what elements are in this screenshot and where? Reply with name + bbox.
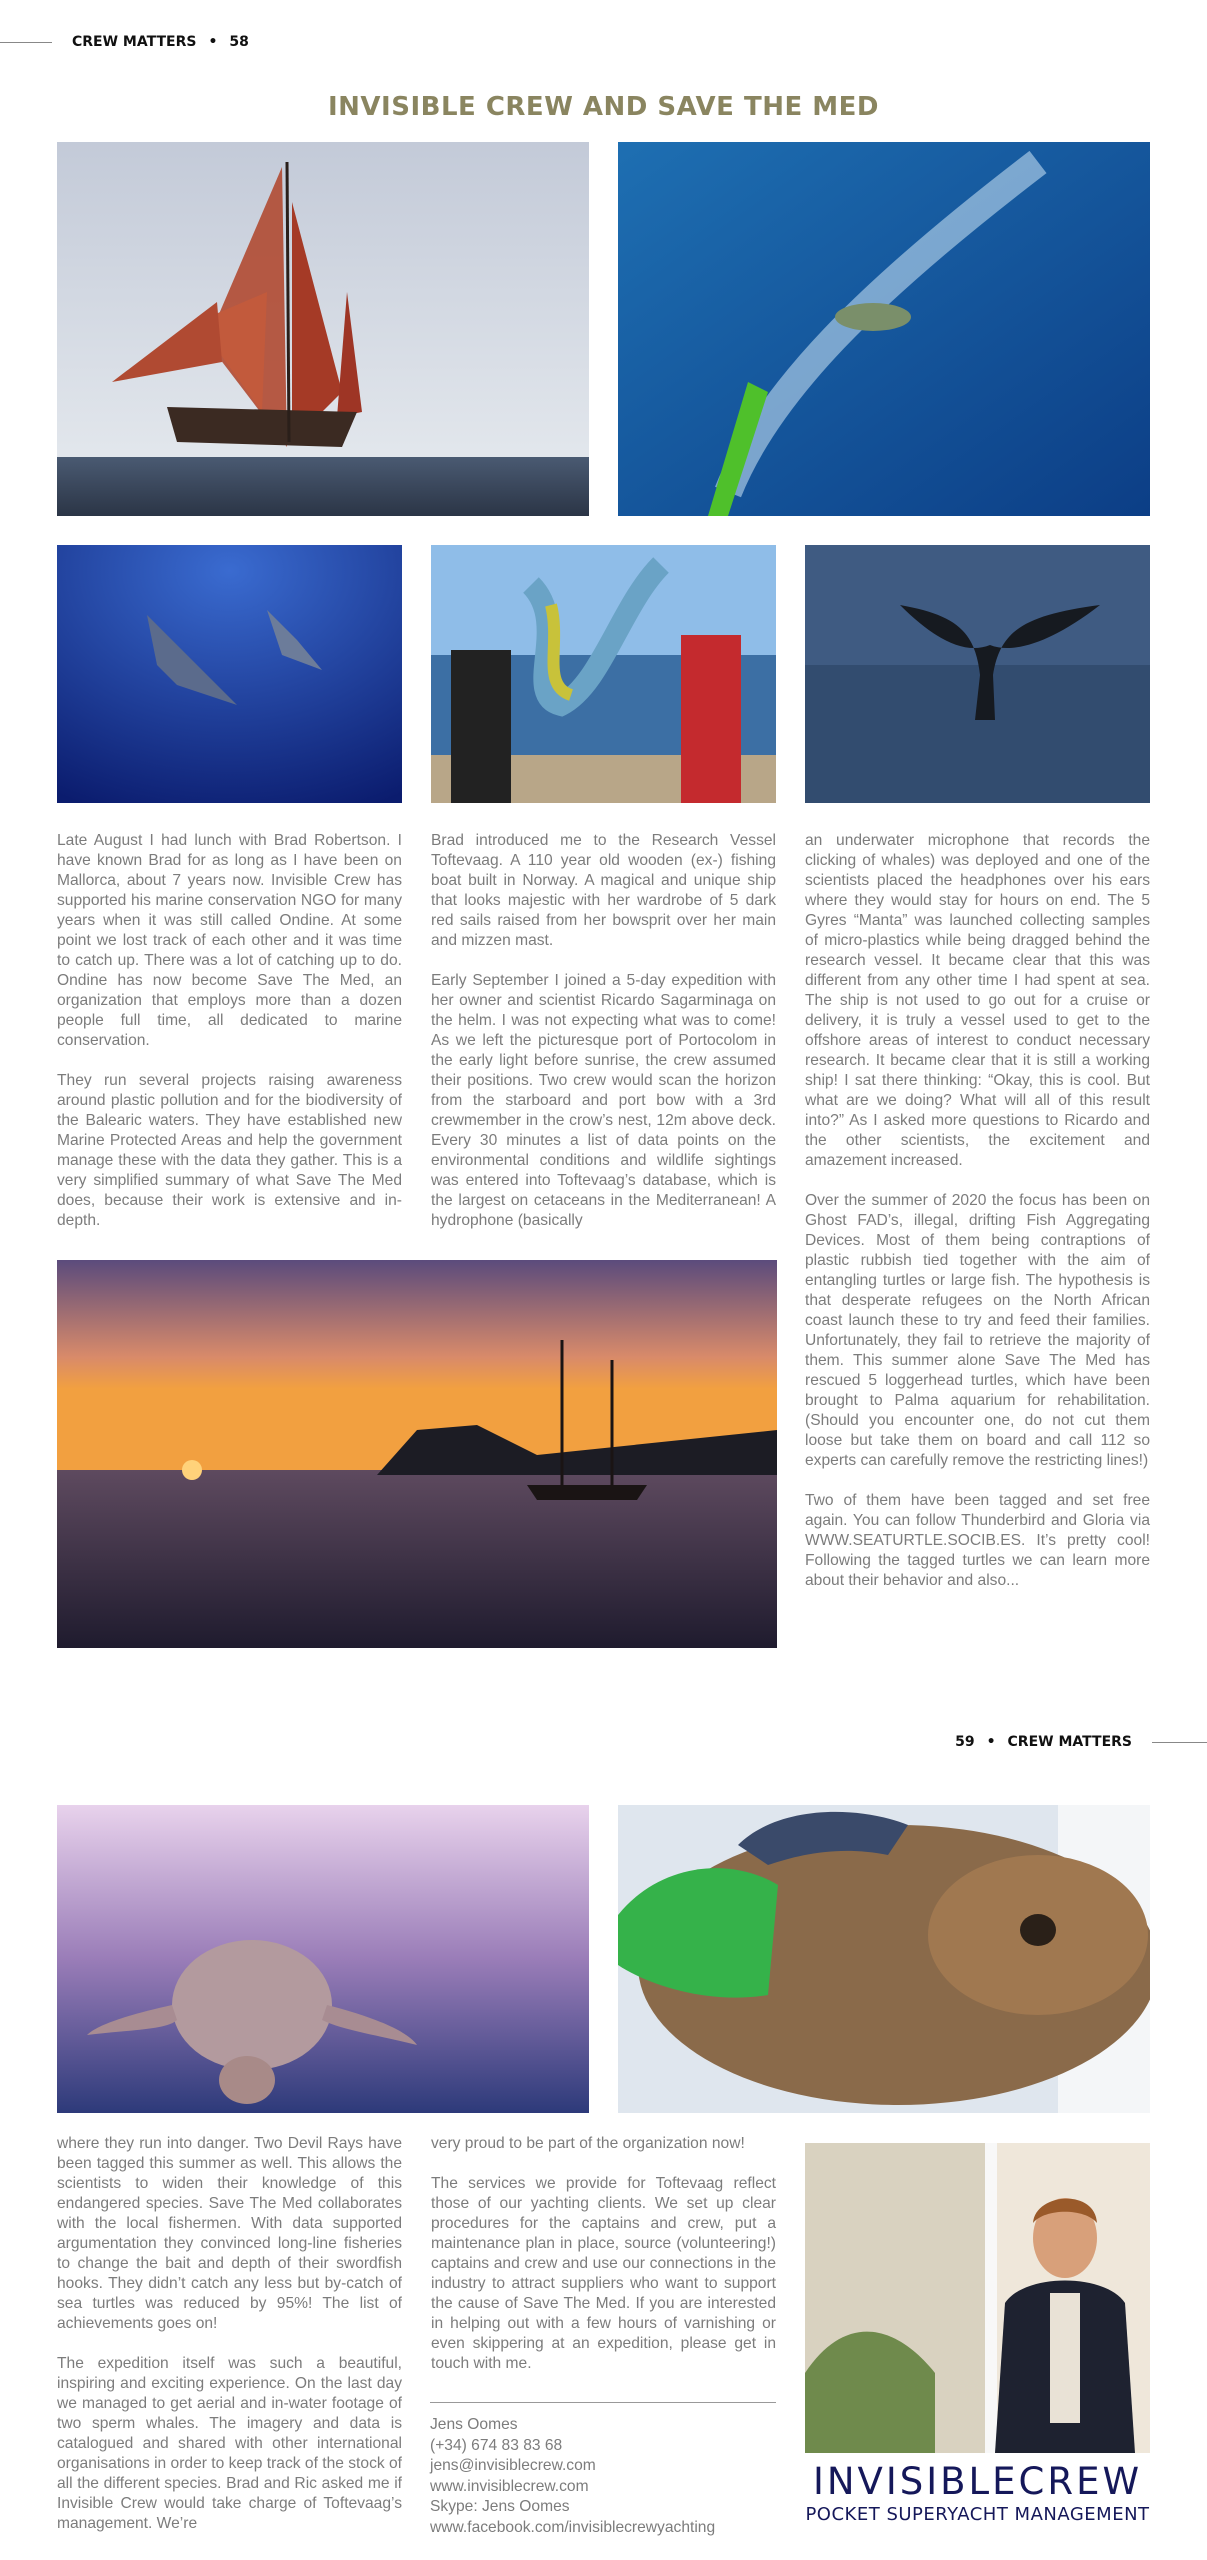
- photo-ghost-nets: [431, 545, 776, 803]
- paragraph: Early September I joined a 5-day expedition with her owner and scientist Ricardo Sagarminaga on the helm. I was not expecting what was to come! As we left the picturesque port of Portocolom in the early light before sunrise, the crew assumed their positions. Two crew would scan the horizon from the starboard and port bow with a 3rd crewmember in the crow’s nest, 12m above deck. Every 30 minutes a list of data points on the environmental conditions and wildlife sightings was entered into Toftevaag’s database, which is the largest on cetaceans in the Mediterranean! A hydrophone (basically: [431, 972, 776, 1229]
- article-column-2: [431, 831, 776, 1231]
- photo-whale-tail: [805, 545, 1150, 803]
- logo-name: INVISIBLECREW: [812, 2460, 1143, 2503]
- page-number: 58: [229, 34, 249, 50]
- article-column-4: [57, 2134, 402, 2534]
- page-header-top: [0, 34, 249, 50]
- paragraph: an underwater microphone that records the clicking of whales) was deployed and one of the scientists placed the headphones over his ears where they would stay for hours on end. The 5 Gyres “Manta” was launched collecting samples of micro-plastics while being dragged behind the research vessel. It became clear that this was different from any other time I had spent at sea. The ship is not used to go out for a cruise or delivery, it is truly a vessel used to get to the offshore areas of interest to conduct necessary research. It became clear that it is still a working ship! I sat there thinking: “Okay, this is cool. But what are we doing? What will all of this result into?” As I asked more questions to Ricardo and the other scientists, the excitement and amazement increased.: [805, 832, 1150, 1169]
- photo-sailing-ship: [57, 142, 589, 516]
- logo-tagline: POCKET SUPERYACHT MANAGEMENT: [805, 2504, 1150, 2525]
- article-column-5: [431, 2134, 776, 2374]
- contact-block: [430, 2402, 776, 2539]
- header-rule: [0, 42, 52, 43]
- paragraph: Brad introduced me to the Research Vessel Toftevaag. A 110 year old wooden (ex-) fishing boat built in Norway. A magical and unique ship that looks majestic with her wardrobe of 5 dark red sails raised from her bowsprit over her main and mizzen mast.: [431, 832, 776, 949]
- paragraph: Late August I had lunch with Brad Robertson. I have known Brad for as long as I have been on Mallorca, about 7 years now. Invisible Crew has supported his marine conservation NGO for many years when it was still called Ondine. At some point we lost track of each other and it was time to catch up. There was a lot of catching up to do. Ondine has now become Save The Med, an organization that employs more than a dozen people full time, all dedicated to marine conservation.: [57, 832, 402, 1049]
- paragraph: Over the summer of 2020 the focus has been on Ghost FAD’s, illegal, drifting Fish Aggregating Devices. Most of them being contraptions of plastic rubbish tied together with the aim of entangling turtles or large fish. The hypothesis is that desperate refugees on the North African coast launch these to try and feed their families. Unfortunately, they fail to retrieve the majority of them. This summer alone Save The Med has rescued 5 loggerhead turtles, which have been brought to Palma aquarium for rehabilitation. (Should you encounter one, do not cut them loose but take them on board and call 112 so experts can carefully remove the restricting lines!): [805, 1192, 1150, 1469]
- paragraph: where they run into danger. Two Devil Rays have been tagged this summer as well. This allows the scientists to widen their knowledge of this endangered species. Save The Med collaborates with the local fishermen. With data supported argumentation they convinced long-line fisheries to change the bait and depth of their swordfish hooks. They didn’t catch any less but by-catch of sea turtles was reduced by 95%! The list of achievements goes on!: [57, 2135, 402, 2332]
- photo-turtle-net: [618, 1805, 1150, 2113]
- contact-name: Jens Oomes: [430, 2416, 518, 2433]
- page-number: 59: [955, 1734, 975, 1750]
- photo-sunset-ship: [57, 1260, 777, 1648]
- header-rule: [1152, 1742, 1207, 1743]
- separator-dot: •: [986, 1734, 996, 1750]
- article-column-1: [57, 831, 402, 1231]
- page-header-bottom: [955, 1734, 1207, 1750]
- paragraph: very proud to be part of the organization now!: [431, 2135, 745, 2152]
- invisible-crew-logo: [805, 2462, 1150, 2526]
- photo-turtle-surface: [57, 1805, 589, 2113]
- contact-skype: Skype: Jens Oomes: [430, 2498, 570, 2516]
- photo-devil-rays: [57, 545, 402, 803]
- section-name: CREW MATTERS: [1007, 1734, 1132, 1750]
- article-title: INVISIBLE CREW AND SAVE THE MED: [328, 92, 879, 122]
- contact-email[interactable]: jens@invisiblecrew.com: [430, 2457, 596, 2475]
- contact-website[interactable]: www.invisiblecrew.com: [430, 2477, 589, 2495]
- photo-jens: [805, 2143, 1150, 2453]
- separator-dot: •: [208, 34, 218, 50]
- contact-facebook[interactable]: www.facebook.com/invisiblecrewyachting: [430, 2518, 716, 2536]
- paragraph: The services we provide for Toftevaag reflect those of our yachting clients. We set up clear procedures for the captains and crew, put a maintenance plan in place, source (volunteering!) captains and crew and use our connections in the industry to attract suppliers who want to support the cause of Save The Med. If you are interested in helping out with a few hours of varnishing or even skippering at an expedition, please get in touch with me.: [431, 2175, 776, 2372]
- photo-turtle-underwater: [618, 142, 1150, 516]
- paragraph: The expedition itself was such a beautiful, inspiring and exciting experience. On the last day we managed to get aerial and in-water footage of two sperm whales. The imagery and data is catalogued and shared with other international organisations in order to keep track of the stock of all the different species. Brad and Ric asked me if Invisible Crew would take charge of Toftevaag’s management. We’re: [57, 2355, 402, 2532]
- article-column-3: [805, 831, 1150, 1591]
- paragraph: Two of them have been tagged and set free again. You can follow Thunderbird and Gloria via WWW.SEATURTLE.SOCIB.ES. It’s pretty cool! Following the tagged turtles we can learn more about their behavior and also...: [805, 1492, 1150, 1589]
- paragraph: They run several projects raising awareness around plastic pollution and for the biodiversity of the Balearic waters. They have established new Marine Protected Areas and help the government manage these with the data they gather. This is a very simplified summary of what Save The Med does, because their work is extensive and in-depth.: [57, 1072, 402, 1229]
- section-name: CREW MATTERS: [72, 34, 197, 50]
- contact-phone[interactable]: (+34) 674 83 83 68: [430, 2436, 563, 2454]
